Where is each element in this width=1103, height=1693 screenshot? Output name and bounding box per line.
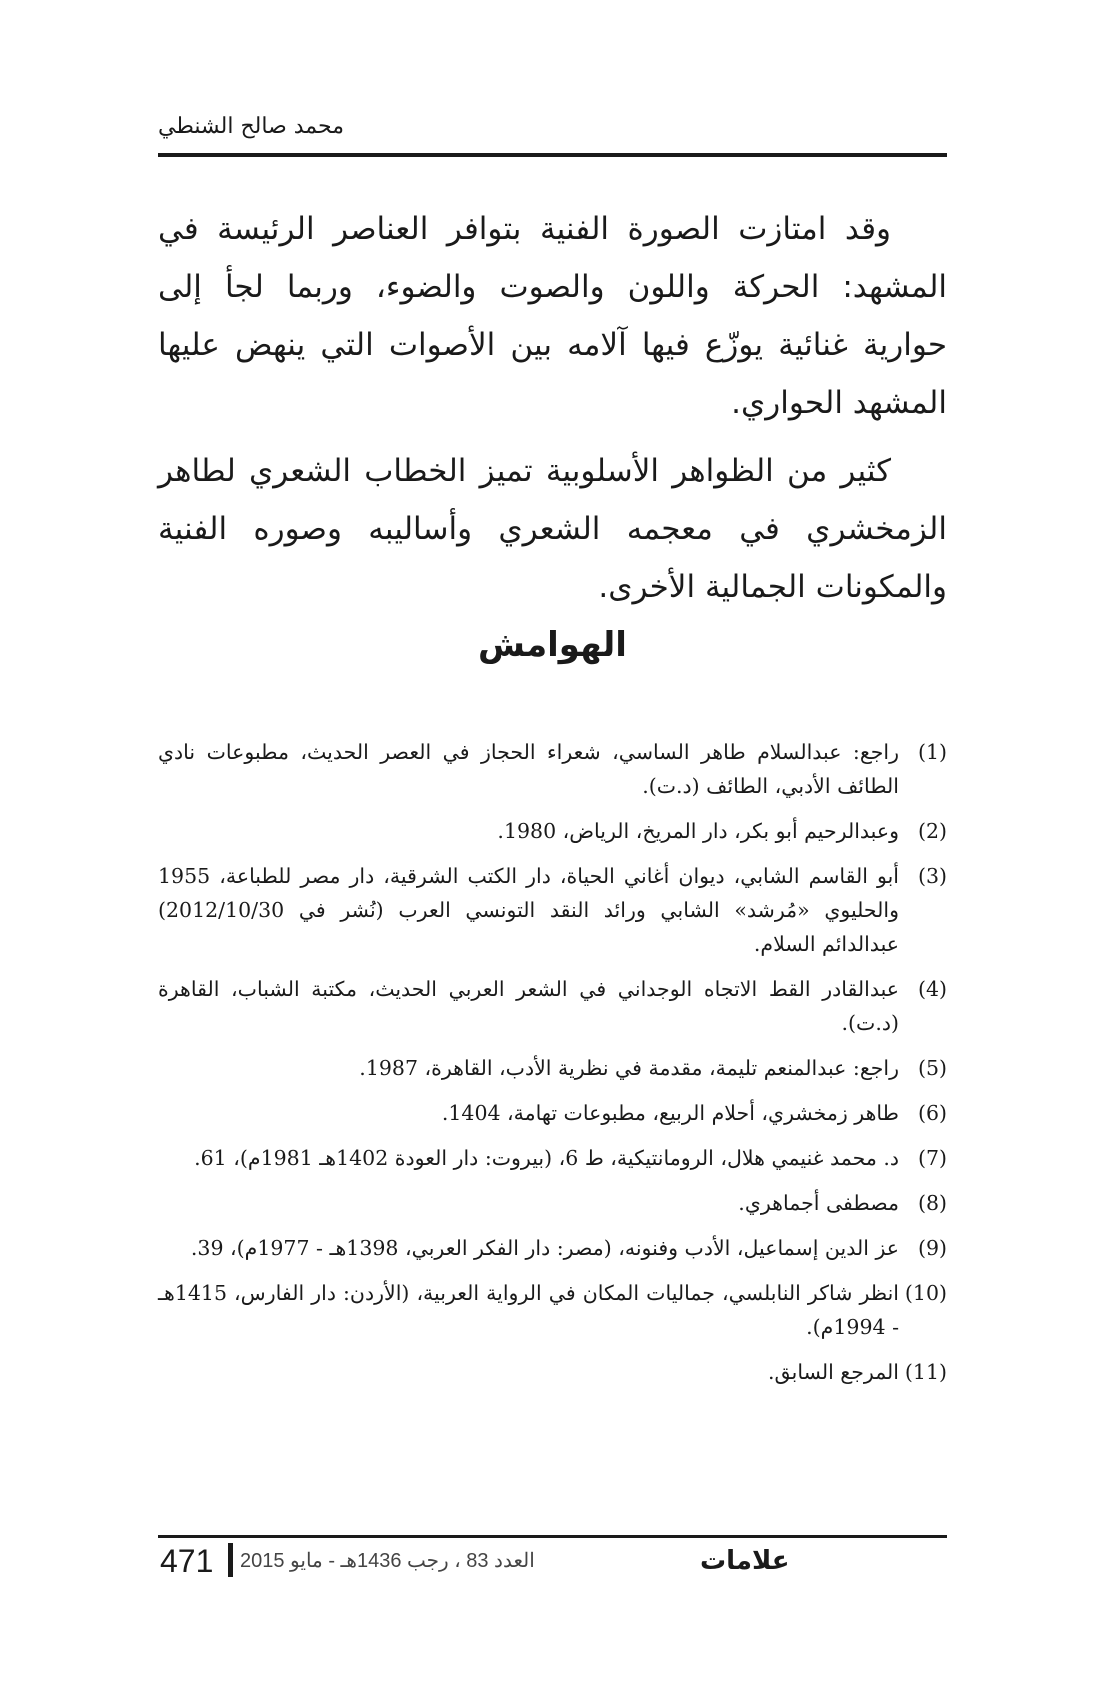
footnote [158, 1355, 947, 1389]
footnotes-list [158, 735, 947, 1400]
footnote-number: (11) [904, 1360, 947, 1384]
footnote-text: طاهر زمخشري، أحلام الربيع، مطبوعات تهامة، 1404. [441, 1101, 899, 1125]
section-title: الهوامش [478, 625, 627, 665]
header-divider [158, 153, 947, 157]
footnote-text: راجع: عبدالسلام طاهر الساسي، شعراء الحجاز في العصر الحديث، مطبوعات نادي الطائف الأدبي، الطائف (د.ت). [158, 740, 899, 798]
issue-info: العدد 83 ، رجب 1436هـ - مايو 2015 [240, 1550, 535, 1572]
footnote [158, 972, 947, 1040]
running-header [158, 106, 947, 150]
footnote [158, 1096, 947, 1130]
footnote-text: انظر شاكر النابلسي، جماليات المكان في الرواية العربية، (الأردن: دار الفارس، 1415هـ - 1994م). [158, 1281, 899, 1339]
footnote-text: المرجع السابق. [768, 1360, 899, 1384]
footnote [158, 814, 947, 848]
header-author: محمد صالح الشنطي [158, 114, 344, 139]
footnote [158, 1051, 947, 1085]
footer-divider [158, 1535, 947, 1538]
footnote [158, 1276, 947, 1344]
footnote-text: وعبدالرحيم أبو بكر، دار المريخ، الرياض، 1980. [497, 819, 899, 843]
footnote-number: (3) [917, 864, 947, 888]
footnote-number: (9) [917, 1236, 947, 1260]
body-paragraph: وقد امتازت الصورة الفنية بتوافر العناصر الرئيسة في المشهد: الحركة واللون والصوت والضوء، وربما لجأ إلى حوارية غنائية يوزّع فيها آلامه بين الأصوات التي ينهض عليها المشهد الحواري. [158, 211, 947, 421]
footnote [158, 1141, 947, 1175]
footnote-number: (5) [917, 1056, 947, 1080]
footnote [158, 1231, 947, 1265]
footnote-text: د. محمد غنيمي هلال، الرومانتيكية، ط 6، (بيروت: دار العودة 1402هـ 1981م)، 61. [194, 1146, 899, 1170]
page-number: 471 [160, 1543, 214, 1579]
footer-separator [228, 1543, 233, 1577]
body-text [158, 200, 947, 626]
footnote-text: عز الدين إسماعيل، الأدب وفنونه، (مصر: دار الفكر العربي، 1398هـ - 1977م)، 39. [190, 1236, 899, 1260]
footnote-number: (4) [917, 977, 947, 1001]
footnote-number: (1) [917, 740, 947, 764]
footnote-text: عبدالقادر القط الاتجاه الوجداني في الشعر العربي الحديث، مكتبة الشباب، القاهرة (د.ت). [158, 977, 899, 1035]
footnote-number: (7) [917, 1146, 947, 1170]
footnote-number: (2) [917, 819, 947, 843]
footnote [158, 1186, 947, 1220]
footnote-text: أبو القاسم الشابي، ديوان أغاني الحياة، دار الكتب الشرقية، دار مصر للطباعة، 1955 والحليوي «مُرشد» الشابي ورائد النقد التونسي العرب (نُشر في 2012/10/30) عبدالدائم السلام. [158, 864, 899, 956]
footnote-text: مصطفى أجماهري. [738, 1191, 899, 1215]
footnote-text: راجع: عبدالمنعم تليمة، مقدمة في نظرية الأدب، القاهرة، 1987. [359, 1056, 899, 1080]
footnote [158, 735, 947, 803]
footnote-number: (10) [904, 1281, 947, 1305]
body-paragraph: كثير من الظواهر الأسلوبية تميز الخطاب الشعري لطاهر الزمخشري في معجمه الشعري وأساليبه وصوره الفنية والمكونات الجمالية الأخرى. [158, 453, 947, 605]
journal-logo: علامات [700, 1546, 790, 1576]
footnote [158, 859, 947, 961]
footnote-number: (8) [917, 1191, 947, 1215]
footnote-number: (6) [917, 1101, 947, 1125]
